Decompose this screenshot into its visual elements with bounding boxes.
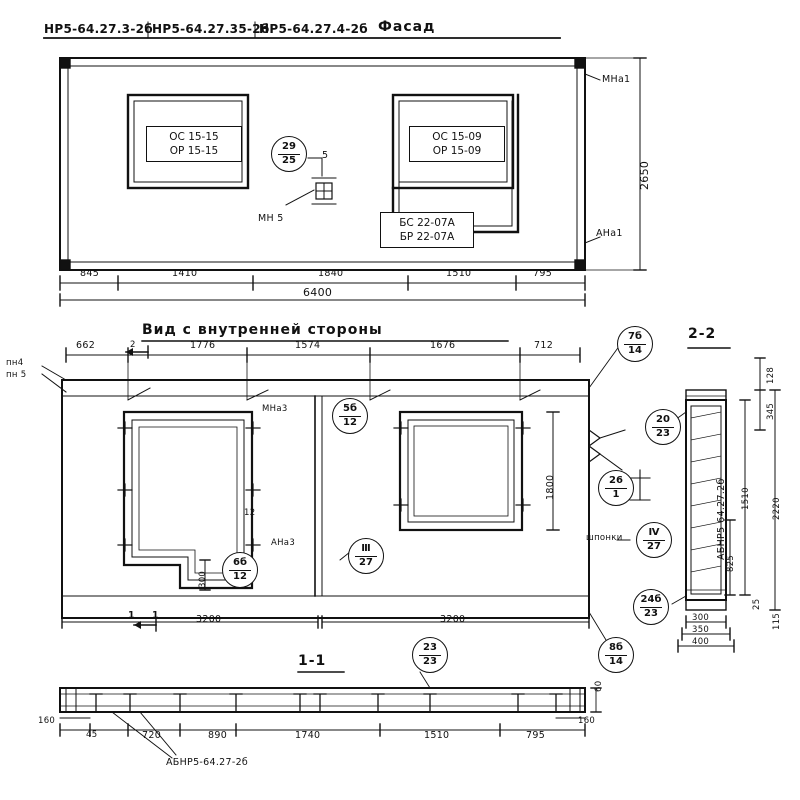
section11-dim-1510: 1510 [424, 730, 450, 741]
facade-dim-total: 6400 [303, 286, 333, 299]
facade-dim-845: 845 [80, 268, 100, 279]
balloon-6b-12 [222, 552, 258, 588]
section22-dim-400: 400 [692, 637, 710, 647]
balloon-20-23 [645, 409, 681, 445]
inner-dim-1676: 1676 [430, 340, 456, 351]
balloon-23-23-top: 23 [423, 642, 437, 653]
balloon-23-23-bottom: 23 [423, 655, 437, 667]
facade-view-title: Фасад [378, 19, 436, 35]
balloon-24b-23-top: 24б [640, 594, 662, 605]
embed-aha1-label: АНа1 [596, 228, 623, 239]
inner-dim-3200-left: 3200 [196, 614, 222, 625]
balloon-29-25-top: 29 [282, 141, 296, 152]
section22-dim-300: 300 [692, 613, 710, 623]
facade-window-left-line1: ОС 15-15 [169, 131, 219, 143]
inner-leader-12: 12 [244, 508, 256, 518]
balloon-8b-14-bottom: 14 [609, 655, 623, 667]
section11-dim-160-left: 160 [38, 716, 56, 726]
section-1-1-part-mark: АБНР5-64.27-2б [166, 757, 249, 768]
balloon-6b-12-top: 6б [233, 557, 247, 568]
balloon-26-1-top: 26 [609, 475, 623, 486]
section22-dim-350: 350 [692, 625, 710, 635]
balloon-5b-12 [332, 398, 368, 434]
facade-block-line1: БС 22-07А [399, 217, 455, 229]
section-mark-1-bottom: 1 [152, 610, 159, 621]
balloon-6b-12-bottom: 12 [233, 570, 247, 582]
section22-dim-825: 825 [726, 554, 736, 572]
section22-dim-345: 345 [766, 402, 776, 420]
balloon-IV-27 [636, 522, 672, 558]
facade-dim-1510: 1510 [446, 268, 472, 279]
balloon-5b-12-top: 5б [343, 403, 357, 414]
section-2-2-title: 2-2 [688, 326, 717, 342]
facade-dim-795: 795 [533, 268, 553, 279]
section-1-1-title: 1-1 [298, 653, 327, 669]
section-mark-1-left: 1 [128, 610, 135, 621]
facade-leader-5: 5 [322, 150, 329, 161]
facade-block-line2: БР 22-07А [399, 231, 455, 244]
balloon-III-27-top: Ⅲ [361, 543, 371, 554]
balloon-8b-14 [598, 637, 634, 673]
balloon-IV-27-bottom: 27 [647, 540, 661, 552]
inner-view-title: Вид с внутренней стороны [142, 322, 383, 338]
embed-mha3-label: МНа3 [262, 404, 288, 414]
title-mark-3: НР5-64.27.4-2б [259, 22, 368, 36]
section11-dim-795: 795 [526, 730, 546, 741]
section11-dim-890: 890 [208, 730, 228, 741]
embed-mha1-label: МНа1 [602, 74, 631, 85]
balloon-7b-14-top: 7б [628, 331, 642, 342]
embed-aha3-label: АНа3 [271, 538, 296, 548]
section11-dim-720: 720 [142, 730, 162, 741]
balloon-29-25 [271, 136, 307, 172]
embed-pn4-label: пн4 [6, 358, 24, 368]
balloon-26-1 [598, 470, 634, 506]
title-mark-1: НР5-64.27.3-2б [44, 22, 153, 36]
section-mark-2-top: 2 [130, 340, 136, 350]
inner-dim-300: 300 [198, 570, 208, 588]
balloon-7b-14-bottom: 14 [628, 344, 642, 356]
facade-window-right-line2: ОР 15-09 [432, 145, 482, 158]
section22-dim-128: 128 [766, 366, 776, 384]
section11-dim-60: 60 [594, 680, 604, 692]
facade-window-right-line1: ОС 15-09 [432, 131, 482, 143]
facade-window-right-label [409, 126, 505, 162]
facade-dim-1840: 1840 [318, 268, 344, 279]
facade-balcony-block-label [380, 212, 474, 248]
balloon-24b-23 [633, 589, 669, 625]
facade-window-left-line2: ОР 15-15 [169, 145, 219, 158]
section22-dim-25: 25 [752, 598, 762, 610]
balloon-III-27 [348, 538, 384, 574]
shponki-note: шпонки [586, 533, 623, 543]
section-2-2-part-mark: АБНР5-64.27.2б [716, 478, 727, 560]
title-mark-2: НР5-64.27.35-2б [152, 22, 270, 36]
inner-dim-1574: 1574 [295, 340, 321, 351]
balloon-20-23-top: 20 [656, 414, 670, 425]
balloon-5b-12-bottom: 12 [343, 416, 357, 428]
balloon-29-25-bottom: 25 [282, 154, 296, 166]
section22-dim-115: 115 [772, 612, 782, 630]
section22-dim-2220: 2220 [772, 497, 782, 520]
inner-dim-712: 712 [534, 340, 554, 351]
balloon-20-23-bottom: 23 [656, 427, 670, 439]
inner-dim-3200-right: 3200 [440, 614, 466, 625]
inner-dim-1776: 1776 [190, 340, 216, 351]
facade-dim-height: 2650 [638, 160, 651, 190]
section11-dim-160-right: 160 [578, 716, 596, 726]
balloon-8b-14-top: 8б [609, 642, 623, 653]
section11-dim-1740: 1740 [295, 730, 321, 741]
facade-dim-1410: 1410 [172, 268, 198, 279]
section11-dim-45: 45 [86, 730, 98, 740]
balloon-7b-14 [617, 326, 653, 362]
balloon-IV-27-top: Ⅳ [648, 527, 660, 538]
section22-dim-1510: 1510 [741, 487, 751, 510]
inner-dim-662: 662 [76, 340, 96, 351]
balloon-24b-23-bottom: 23 [644, 607, 658, 619]
balloon-23-23 [412, 637, 448, 673]
balloon-26-1-bottom: 1 [612, 488, 620, 500]
embed-pn5-label: пн 5 [6, 370, 27, 380]
embed-mh5-label: МН 5 [258, 213, 284, 224]
facade-window-left-label [146, 126, 242, 162]
inner-dim-1800: 1800 [545, 474, 556, 500]
balloon-III-27-bottom: 27 [359, 556, 373, 568]
